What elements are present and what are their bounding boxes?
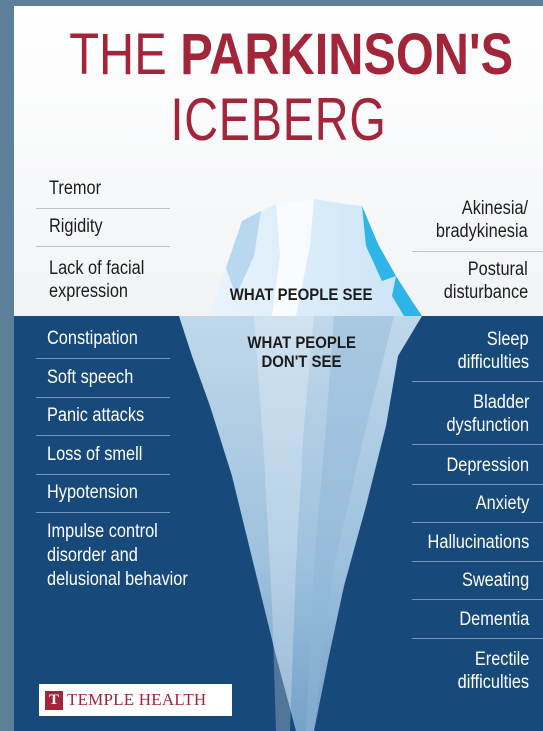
label-what-people-see: WHAT PEOPLE SEE: [230, 285, 373, 304]
list-item: disorder and: [47, 545, 138, 566]
list-item: Loss of smell: [47, 444, 143, 465]
list-item: Impulse control: [47, 521, 158, 542]
divider: [412, 484, 543, 485]
list-item: Lack of facial: [49, 258, 145, 279]
list-item: Panic attacks: [47, 405, 145, 426]
list-item: Erectile: [474, 649, 529, 670]
divider: [36, 246, 170, 247]
title-line-1: [69, 22, 514, 88]
list-item: Soft speech: [47, 367, 134, 388]
divider: [412, 381, 543, 382]
divider: [412, 599, 543, 600]
list-item: dysfunction: [446, 415, 529, 436]
title-parkinsons: PARKINSON'S: [180, 22, 514, 87]
divider: [412, 522, 543, 523]
divider: [36, 358, 170, 359]
list-item: Postural: [468, 259, 528, 280]
temple-health-logo: [39, 684, 232, 716]
list-item: difficulties: [457, 672, 529, 693]
title-iceberg: ICEBERG: [170, 86, 387, 153]
list-item: Hallucinations: [427, 532, 529, 553]
infographic: [14, 6, 543, 731]
list-item: Sweating: [461, 570, 529, 591]
list-item: Constipation: [47, 328, 138, 349]
divider: [412, 251, 543, 252]
temple-logo-text: TEMPLE HEALTH: [67, 690, 207, 709]
list-item: Bladder: [472, 392, 529, 413]
list-item: Hypotension: [47, 482, 138, 503]
list-item: Dementia: [459, 609, 529, 630]
list-item: difficulties: [457, 352, 529, 373]
divider: [36, 474, 170, 475]
divider: [36, 435, 170, 436]
title-the: THE: [69, 22, 167, 87]
list-item: disturbance: [443, 282, 528, 303]
temple-logo-mark: T: [45, 691, 63, 710]
list-item: Depression: [446, 455, 529, 476]
divider: [412, 561, 543, 562]
list-item: Sleep: [487, 329, 529, 350]
divider: [36, 208, 170, 209]
list-item: Tremor: [49, 178, 102, 199]
list-item: bradykinesia: [436, 221, 528, 242]
label-what-people-dont-see-2: DON'T SEE: [261, 352, 342, 371]
label-what-people-dont-see-1: WHAT PEOPLE: [247, 333, 356, 352]
divider: [36, 512, 170, 513]
list-item: Akinesia/: [461, 198, 528, 219]
divider: [36, 397, 170, 398]
divider: [412, 444, 543, 445]
list-item: Rigidity: [49, 216, 103, 237]
divider: [412, 638, 543, 639]
list-item: expression: [49, 281, 129, 302]
list-item: delusional behavior: [47, 569, 188, 590]
list-item: Anxiety: [475, 493, 529, 514]
